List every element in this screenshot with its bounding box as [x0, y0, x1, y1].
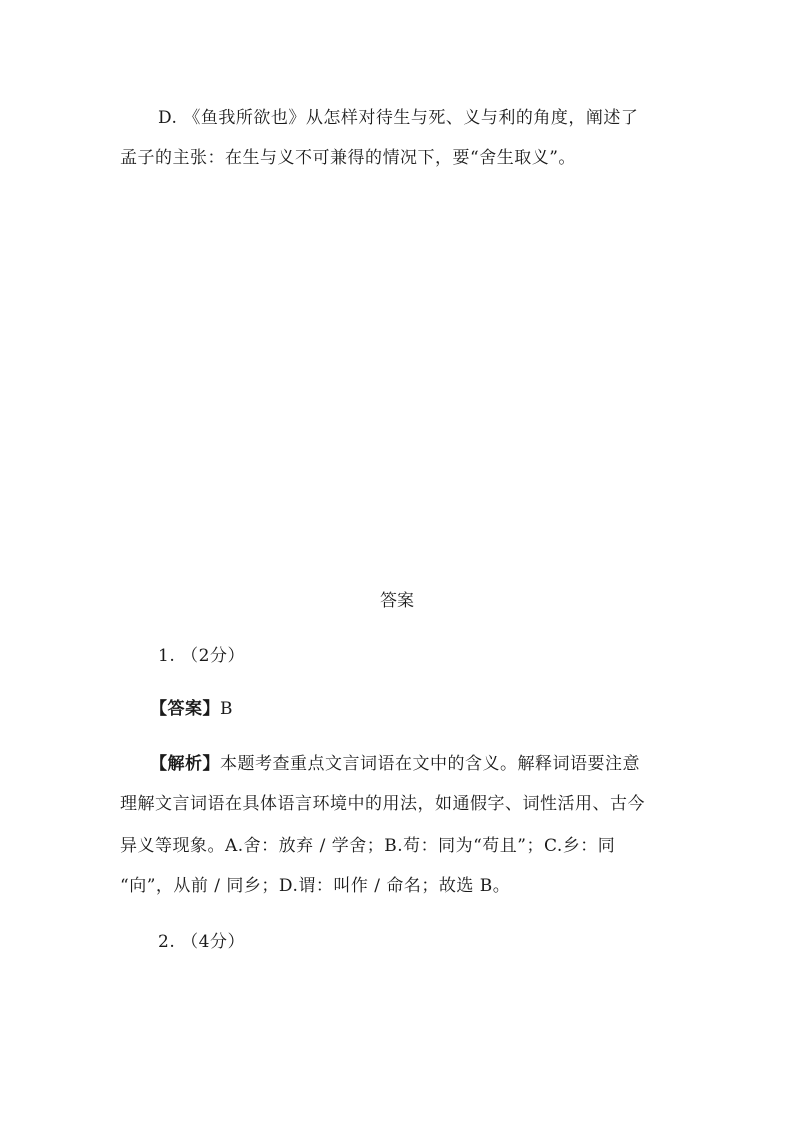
explanation-text-1: 本题考查重点文言词语在文中的含义。解释词语要注意 [220, 754, 640, 774]
answer-value: B [220, 699, 233, 719]
answer-label: 【答案】 [150, 699, 220, 719]
answers-section-title: 答案 [380, 591, 414, 611]
option-d-line-2: 孟子的主张：在生与义不可兼得的情况下，要“舍生取义”。 [120, 148, 576, 168]
question-1-answer [150, 689, 233, 729]
question-1-explanation-line-4: “向”，从前 / 同乡；D.谓：叫作 / 命名；故选 B。 [120, 876, 511, 896]
explanation-label: 【解析】 [150, 754, 220, 774]
question-1-explanation-line-2: 理解文言词语在具体语言环境中的用法，如通假字、词性活用、古今 [120, 794, 645, 814]
option-d-line-1: D. 《鱼我所欲也》从怎样对待生与死、义与利的角度，阐述了 [158, 108, 639, 128]
question-1-number: 1. （2分） [158, 646, 245, 666]
question-1-explanation-line-1 [150, 744, 640, 784]
question-2-number: 2. （4分） [158, 932, 245, 952]
question-1-explanation-line-3: 异义等现象。A.舍：放弃 / 学舍；B.苟：同为“苟且”；C.乡：同 [120, 836, 616, 856]
